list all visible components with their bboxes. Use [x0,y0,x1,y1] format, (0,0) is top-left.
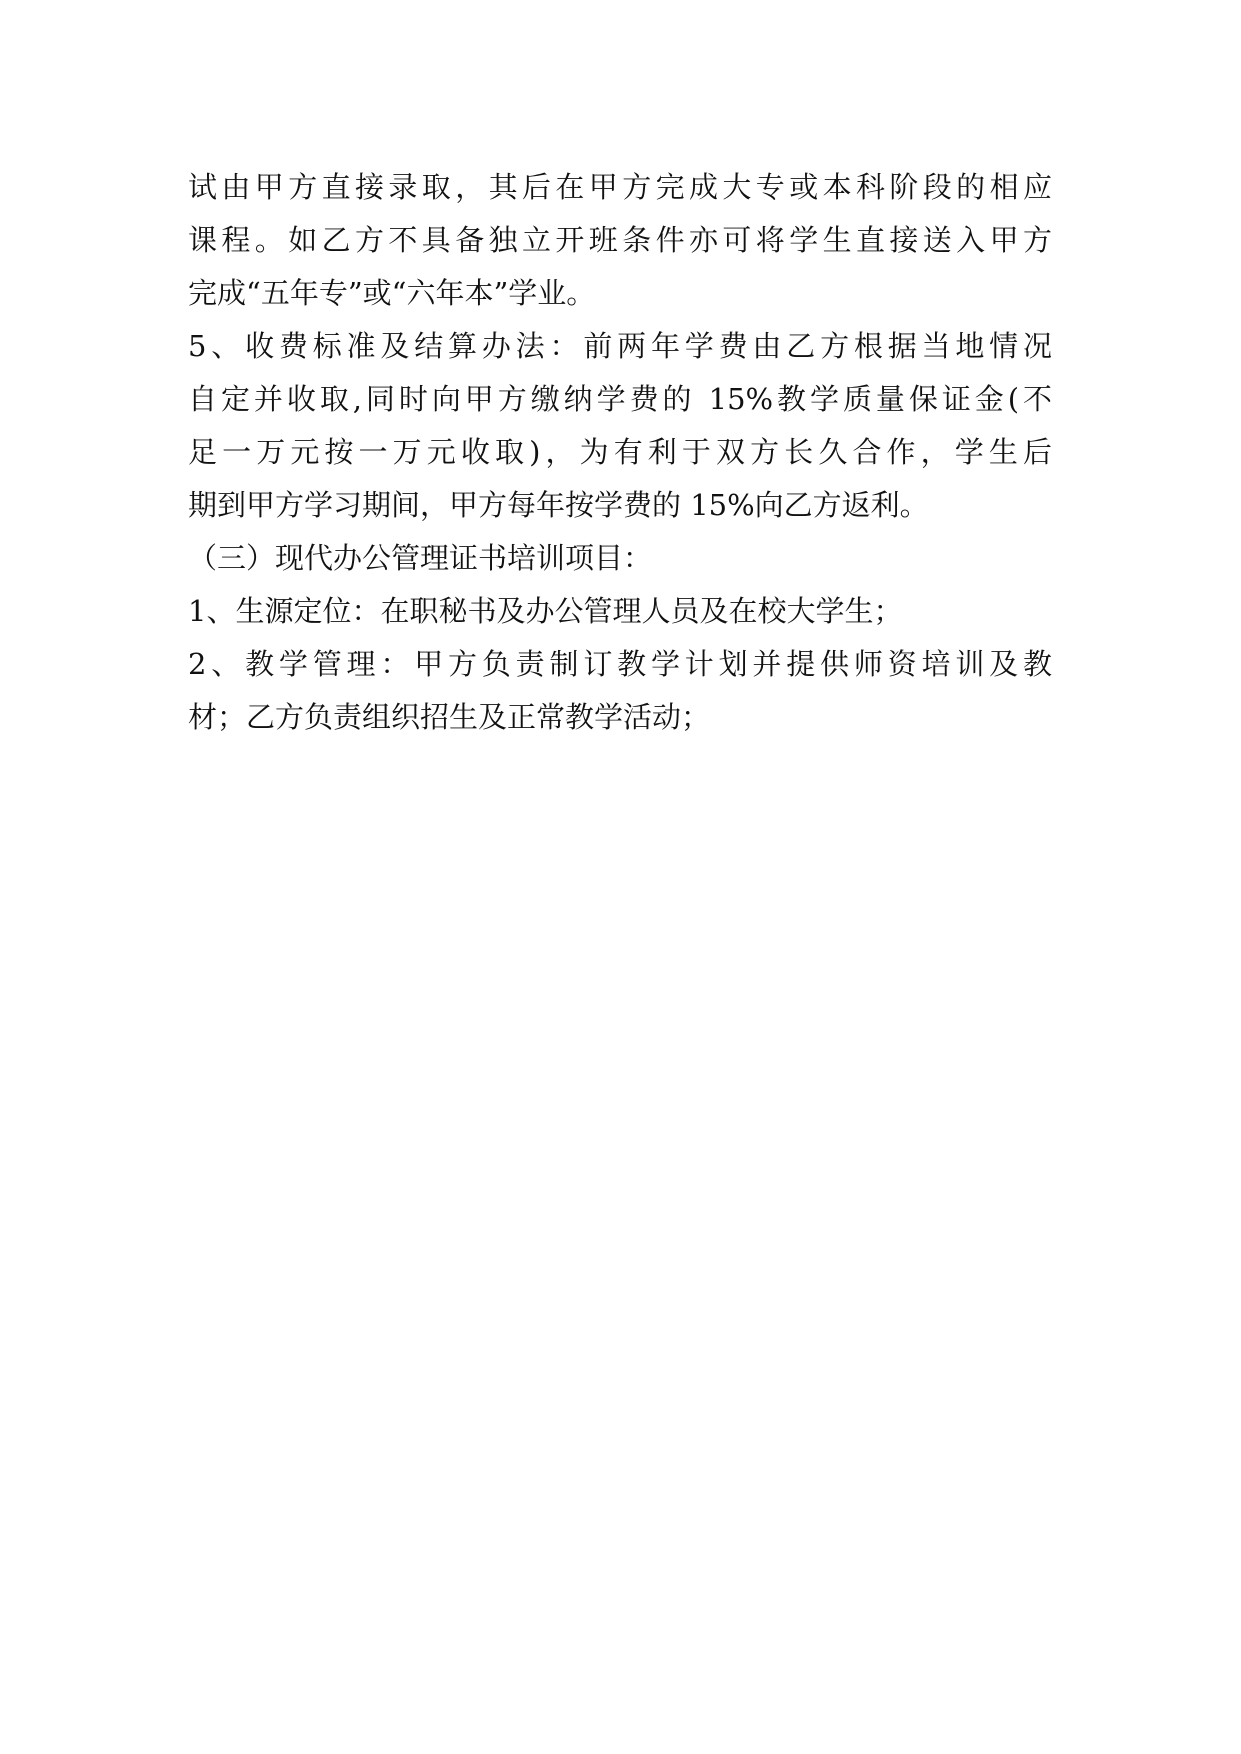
paragraph-line: 材；乙方负责组织招生及正常教学活动； [188,700,711,734]
paragraph-line: 完成“五年专”或“六年本”学业。 [188,276,596,310]
paragraph-line: 1、生源定位：在职秘书及办公管理人员及在校大学生； [188,594,903,628]
section-heading: （三）现代办公管理证书培训项目： [188,541,653,575]
paragraph-line: 课程。如乙方不具备独立开班条件亦可将学生直接送入甲方 [188,223,1052,257]
paragraph-line: 试由甲方直接录取，其后在甲方完成大专或本科阶段的相应 [188,170,1052,204]
paragraph-line: 期到甲方学习期间，甲方每年按学费的 15%向乙方返利。 [188,488,929,522]
paragraph-line: 自定并收取,同时向甲方缴纳学费的 15%教学质量保证金(不 [188,382,1052,416]
paragraph-line: 5、收费标准及结算办法：前两年学费由乙方根据当地情况 [188,329,1052,363]
paragraph-line: 2、教学管理：甲方负责制订教学计划并提供师资培训及教 [188,647,1052,681]
document-body [188,161,1052,744]
paragraph-line: 足一万元按一万元收取)，为有利于双方长久合作，学生后 [188,435,1052,469]
